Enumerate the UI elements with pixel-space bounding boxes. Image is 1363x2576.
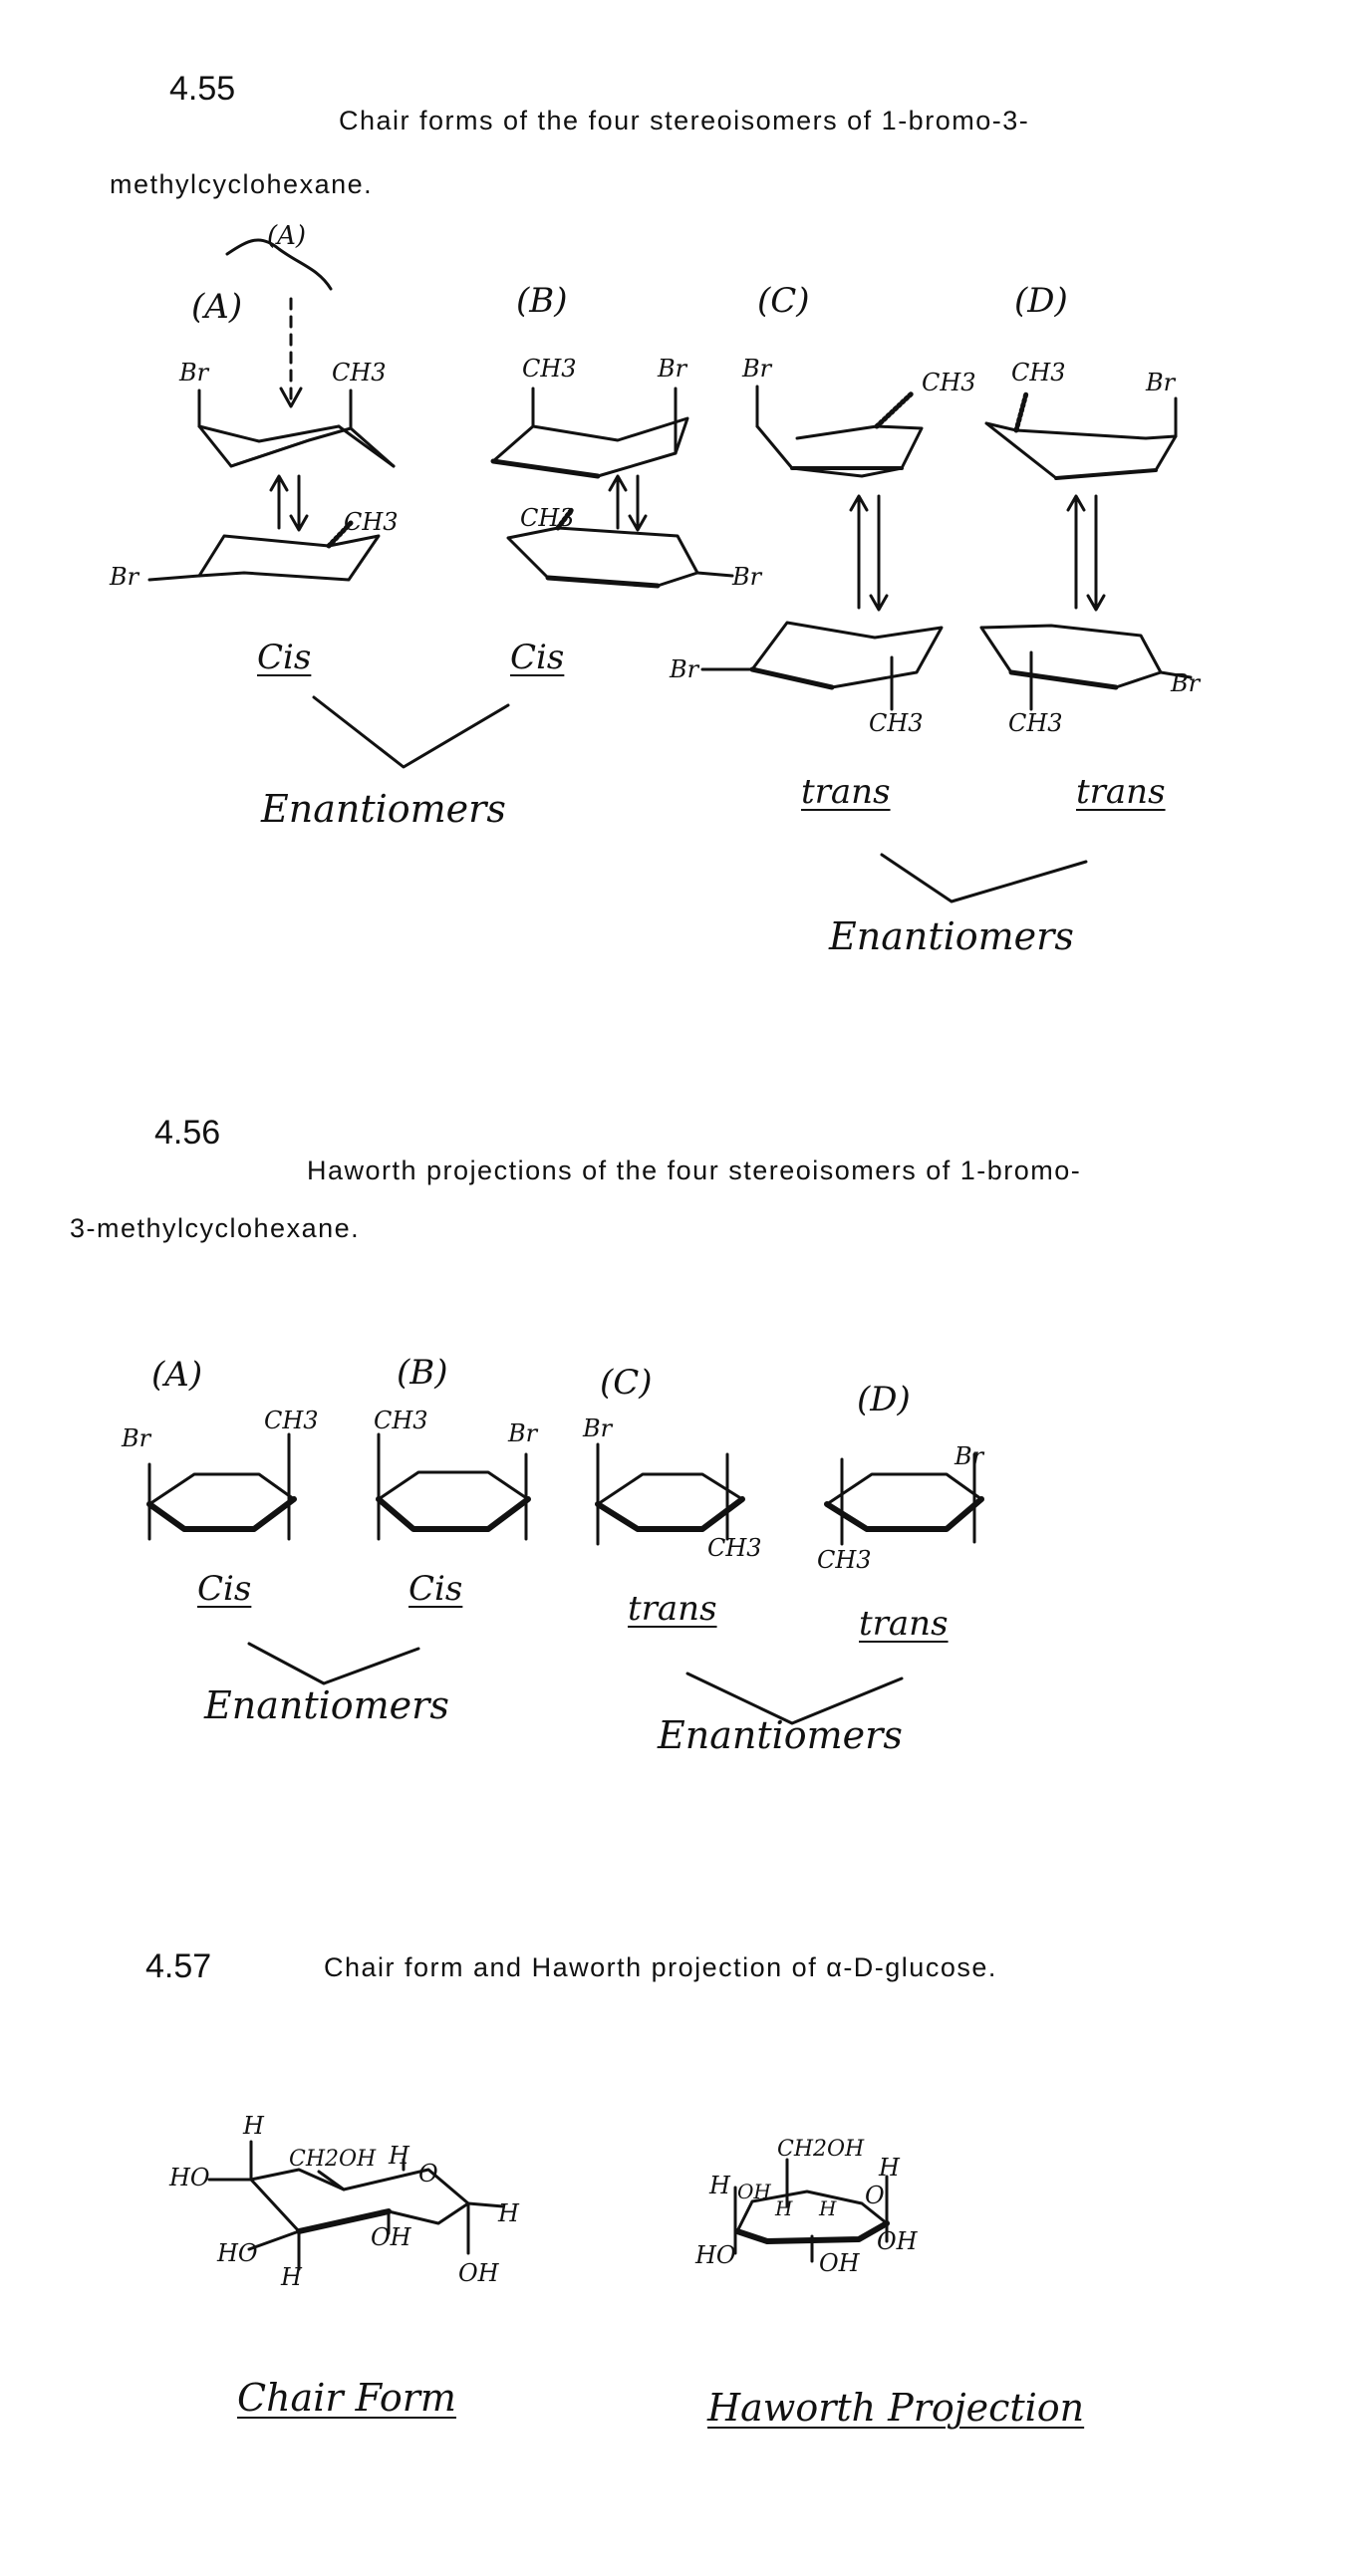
equilibrium-arrows-b bbox=[610, 476, 646, 530]
haworth-grouping-ab: Enantiomers bbox=[204, 1683, 449, 1727]
haworth-bracket-cd bbox=[687, 1674, 902, 1723]
annotation-squiggle bbox=[227, 240, 331, 289]
glucose-chair-ch2oh: CH2OH bbox=[289, 2147, 377, 2172]
chair-d-top bbox=[986, 393, 1176, 478]
glucose-haworth-oh-right: OH bbox=[877, 2227, 918, 2255]
haworth-ch3-c: CH3 bbox=[707, 1534, 762, 1562]
caption-4-57: Chair form and Haworth projection of α-D-glucose. bbox=[324, 1952, 997, 1982]
bracket-cd bbox=[882, 855, 1086, 902]
config-label-a: Cis bbox=[257, 638, 312, 677]
glucose-chair-h-mid: H bbox=[389, 2142, 409, 2170]
haworth-config-c: trans bbox=[628, 1589, 717, 1629]
bracket-ab bbox=[314, 697, 508, 767]
ch3-label-b-bottom: CH3 bbox=[520, 504, 575, 532]
equilibrium-arrows-d bbox=[1068, 496, 1104, 610]
chair-form-caption: Chair Form bbox=[237, 2376, 456, 2420]
glucose-haworth-ho: HO bbox=[695, 2241, 736, 2269]
chair-b-top bbox=[493, 388, 687, 476]
haworth-config-b: Cis bbox=[409, 1569, 463, 1609]
glucose-haworth-oh-bottom: OH bbox=[819, 2249, 860, 2277]
br-label-b-top: Br bbox=[658, 355, 687, 383]
isomer-label-c: (C) bbox=[757, 281, 810, 321]
haworth-br-b: Br bbox=[508, 1419, 538, 1447]
config-label-d: trans bbox=[1076, 772, 1166, 812]
ch3-label-b-top: CH3 bbox=[522, 355, 577, 383]
haworth-a bbox=[149, 1434, 294, 1539]
chair-a-top bbox=[199, 390, 394, 466]
haworth-br-c: Br bbox=[583, 1415, 613, 1442]
glucose-chair-h-top: H bbox=[243, 2112, 264, 2140]
haworth-br-a: Br bbox=[122, 1424, 151, 1452]
br-label-d-bottom: Br bbox=[1171, 669, 1201, 697]
ch3-label-a-top: CH3 bbox=[332, 359, 387, 386]
glucose-chair-oh-mid: OH bbox=[371, 2223, 411, 2251]
haworth-grouping-cd: Enantiomers bbox=[658, 1713, 903, 1757]
glucose-chair-oh-bottom: OH bbox=[458, 2259, 499, 2287]
caption-4-55-line1: Chair forms of the four stereoisomers of 1-bromo-3- bbox=[339, 106, 1030, 135]
ch3-label-c-top: CH3 bbox=[922, 369, 976, 396]
haworth-bracket-ab bbox=[249, 1644, 418, 1683]
br-label-a-top: Br bbox=[179, 359, 209, 386]
config-label-b: Cis bbox=[510, 638, 565, 677]
glucose-haworth-ch2oh: CH2OH bbox=[777, 2137, 865, 2162]
br-label-a-bottom: Br bbox=[110, 563, 139, 591]
isomer-label-b: (B) bbox=[516, 281, 568, 321]
chair-c-bottom bbox=[702, 623, 942, 709]
caption-4-56-line1: Haworth projections of the four stereoisomers of 1-bromo- bbox=[307, 1156, 1082, 1185]
haworth-label-b: (B) bbox=[397, 1353, 448, 1393]
caption-4-56-line2: 3-methylcyclohexane. bbox=[70, 1213, 361, 1243]
glucose-haworth-o-ring: O bbox=[865, 2182, 885, 2209]
glucose-haworth-h-right: H bbox=[879, 2154, 900, 2182]
haworth-ch3-d: CH3 bbox=[817, 1546, 872, 1574]
isomer-label-d: (D) bbox=[1014, 281, 1068, 321]
glucose-chair-ring bbox=[209, 2142, 503, 2269]
haworth-c bbox=[598, 1444, 742, 1544]
glucose-chair-o-ring: O bbox=[418, 2160, 438, 2188]
glucose-chair-h-right: H bbox=[498, 2199, 519, 2227]
br-label-b-bottom: Br bbox=[732, 563, 762, 591]
glucose-chair-h-bottom: H bbox=[281, 2263, 302, 2291]
ch3-label-d-top: CH3 bbox=[1011, 359, 1066, 386]
section-number-4-56: 4.56 bbox=[154, 1114, 221, 1152]
haworth-ch3-b: CH3 bbox=[374, 1407, 428, 1434]
glucose-chair-ho-left: HO bbox=[169, 2164, 210, 2191]
chair-d-bottom bbox=[981, 626, 1191, 709]
haworth-b bbox=[379, 1434, 528, 1539]
section-number-4-55: 4.55 bbox=[169, 70, 236, 108]
glucose-haworth-h-inner1: H bbox=[775, 2196, 793, 2220]
ch3-label-d-bottom: CH3 bbox=[1008, 709, 1063, 737]
glucose-haworth-ring bbox=[735, 2160, 887, 2261]
br-label-d-top: Br bbox=[1146, 369, 1176, 396]
chair-b-bottom bbox=[508, 508, 732, 586]
br-label-c-bottom: Br bbox=[670, 655, 699, 683]
haworth-config-a: Cis bbox=[197, 1569, 252, 1609]
haworth-br-d: Br bbox=[954, 1442, 984, 1470]
haworth-label-d: (D) bbox=[857, 1380, 911, 1419]
ch3-label-a-bottom: CH3 bbox=[344, 508, 399, 536]
equilibrium-arrows-c bbox=[851, 496, 887, 610]
haworth-label-c: (C) bbox=[600, 1363, 653, 1403]
br-label-c-top: Br bbox=[742, 355, 772, 383]
caption-4-55-line2: methylcyclohexane. bbox=[110, 169, 374, 199]
glucose-haworth-h-left: H bbox=[709, 2172, 730, 2199]
ch3-label-c-bottom: CH3 bbox=[869, 709, 924, 737]
chair-a-bottom bbox=[149, 523, 379, 580]
glucose-chair-ho-bottom: HO bbox=[217, 2239, 258, 2267]
haworth-projection-caption: Haworth Projection bbox=[707, 2386, 1085, 2430]
grouping-label-ab: Enantiomers bbox=[261, 787, 506, 831]
glucose-haworth-oh-top: OH bbox=[737, 2180, 771, 2203]
equilibrium-arrows-a bbox=[271, 476, 307, 530]
section-number-4-57: 4.57 bbox=[145, 1947, 212, 1985]
config-label-c: trans bbox=[801, 772, 891, 812]
annotation-note: (A) bbox=[267, 221, 307, 251]
haworth-ch3-a: CH3 bbox=[264, 1407, 319, 1434]
glucose-haworth-h-inner2: H bbox=[819, 2196, 837, 2220]
isomer-label-a: (A) bbox=[191, 287, 243, 327]
haworth-d bbox=[827, 1454, 981, 1544]
haworth-label-a: (A) bbox=[151, 1355, 203, 1395]
haworth-config-d: trans bbox=[859, 1604, 949, 1644]
grouping-label-cd: Enantiomers bbox=[829, 914, 1074, 958]
chair-c-top bbox=[757, 386, 922, 476]
